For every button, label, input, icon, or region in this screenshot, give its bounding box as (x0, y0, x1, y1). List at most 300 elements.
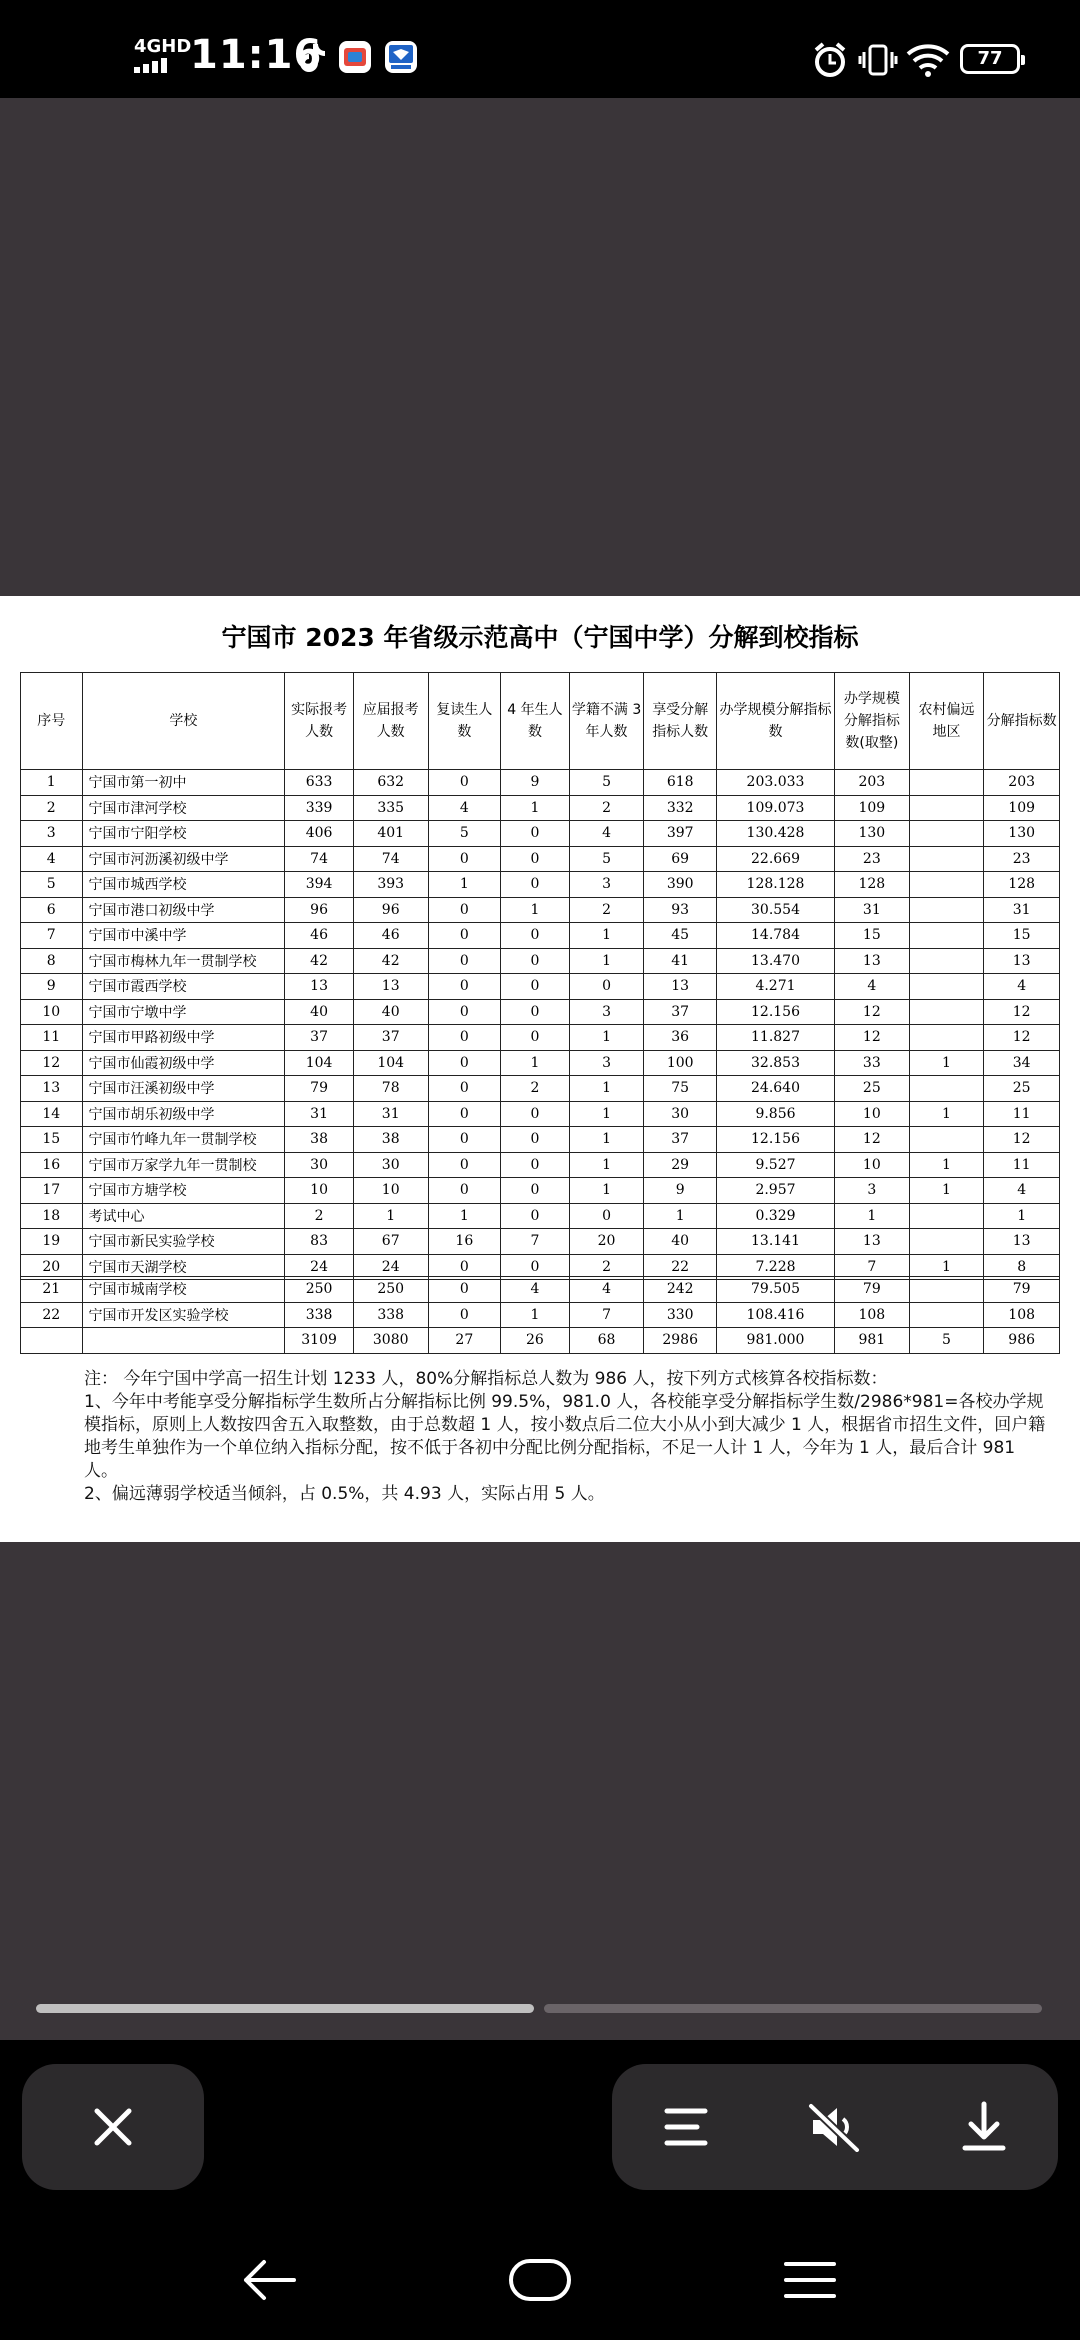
table-cell (909, 1229, 984, 1255)
table-cell: 1 (835, 1203, 910, 1229)
table-cell (909, 1127, 984, 1153)
table-cell: 338 (353, 1302, 428, 1328)
table-cell: 4 (569, 821, 644, 847)
table-cell: 2 (569, 795, 644, 821)
table-cell: 7 (501, 1229, 570, 1255)
table-cell: 0 (501, 999, 570, 1025)
table-cell: 130 (835, 821, 910, 847)
table-cell: 31 (835, 897, 910, 923)
back-button[interactable] (230, 2250, 310, 2310)
table-cell: 0 (428, 1076, 501, 1102)
table-cell: 104 (285, 1050, 354, 1076)
table-cell: 9.527 (717, 1152, 835, 1178)
table-cell: 宁国市宁阳学校 (82, 821, 285, 847)
table-cell: 36 (644, 1025, 717, 1051)
table-cell: 79 (285, 1076, 354, 1102)
table-cell: 19 (21, 1229, 83, 1255)
table-cell: 42 (353, 948, 428, 974)
table-cell: 0 (501, 1101, 570, 1127)
table-cell: 宁国市中溪中学 (82, 923, 285, 949)
table-cell: 7 (835, 1254, 910, 1280)
table-cell: 67 (353, 1229, 428, 1255)
table-header-row (21, 673, 1060, 770)
table-cell (909, 846, 984, 872)
table-cell: 4 (21, 846, 83, 872)
table-cell: 4 (501, 1277, 570, 1303)
action-group (612, 2064, 1058, 2190)
table-cell: 10 (21, 999, 83, 1025)
table-cell: 2.957 (717, 1178, 835, 1204)
table-cell: 17 (21, 1178, 83, 1204)
table-cell: 108 (835, 1302, 910, 1328)
note-1: 1、今年中考能享受分解指标学生数所占分解指标比例 99.5%，981.0 人，各校能享受分解指标学生数/2986*981=各校办学规模指标，原则上人数按四舍五入取整数，由于总数超 1 人，按小数点后二位大小从小到大减少 1 人，根据省市招生文件，回户籍地考生单独作为一个单位纳入指标分配，按不低于各初中分配比例分配指标，不足一人计 1 人，今年为 1 人，最后合计 981 人。 (84, 1392, 1046, 1481)
table-cell: 12 (984, 999, 1060, 1025)
table-cell: 1 (569, 1076, 644, 1102)
table-cell: 9 (501, 770, 570, 796)
table-cell: 69 (644, 846, 717, 872)
table-cell: 13 (285, 974, 354, 1000)
table-cell (909, 999, 984, 1025)
table-row (21, 1178, 1060, 1204)
column-header: 实际报考人数 (285, 673, 354, 770)
table-cell: 12 (835, 1025, 910, 1051)
table-cell: 0.329 (717, 1203, 835, 1229)
table-cell (909, 1203, 984, 1229)
table-cell: 96 (353, 897, 428, 923)
table-cell: 宁国市津河学校 (82, 795, 285, 821)
table-row (21, 1277, 1060, 1303)
table-cell: 203 (835, 770, 910, 796)
table-cell: 618 (644, 770, 717, 796)
table-cell: 0 (501, 923, 570, 949)
table-cell: 250 (353, 1277, 428, 1303)
table-cell: 31 (984, 897, 1060, 923)
table-cell: 15 (984, 923, 1060, 949)
table-cell: 23 (984, 846, 1060, 872)
table-cell: 37 (644, 1127, 717, 1153)
table-cell: 203.033 (717, 770, 835, 796)
table-cell: 3 (21, 821, 83, 847)
table-cell: 0 (501, 821, 570, 847)
table-cell: 3109 (285, 1328, 354, 1354)
network-type: 4GHD (134, 36, 192, 57)
table-cell: 981 (835, 1328, 910, 1354)
menu-icon (661, 2105, 711, 2149)
table-cell: 21 (21, 1277, 83, 1303)
table-cell: 11 (21, 1025, 83, 1051)
table-cell: 74 (353, 846, 428, 872)
table-cell: 1 (569, 1025, 644, 1051)
table-cell: 1 (909, 1050, 984, 1076)
table-cell: 9 (644, 1178, 717, 1204)
table-cell: 10 (835, 1101, 910, 1127)
table-cell (909, 770, 984, 796)
table-cell: 0 (501, 872, 570, 898)
table-cell: 130 (984, 821, 1060, 847)
table-cell: 37 (285, 1025, 354, 1051)
page-indicator-active (36, 2004, 534, 2013)
table-cell: 14.784 (717, 923, 835, 949)
recents-button[interactable] (770, 2250, 850, 2310)
column-header: 办学规模分解指标数(取整) (835, 673, 910, 770)
table-cell: 130.428 (717, 821, 835, 847)
table-cell: 宁国市开发区实验学校 (82, 1302, 285, 1328)
table-cell (82, 1328, 285, 1354)
speaker-muted-icon (807, 2102, 863, 2152)
table-cell: 393 (353, 872, 428, 898)
table-cell (909, 948, 984, 974)
quota-table (20, 672, 1060, 1280)
table-cell: 12 (984, 1025, 1060, 1051)
table-cell: 0 (428, 770, 501, 796)
table-cell: 108 (984, 1302, 1060, 1328)
table-cell: 1 (569, 1127, 644, 1153)
table-row (21, 897, 1060, 923)
table-cell: 0 (428, 1101, 501, 1127)
table-cell: 3 (835, 1178, 910, 1204)
table-cell: 9.856 (717, 1101, 835, 1127)
table-row (21, 821, 1060, 847)
table-cell: 0 (501, 1127, 570, 1153)
table-cell: 75 (644, 1076, 717, 1102)
table-cell: 0 (501, 974, 570, 1000)
table-cell: 10 (353, 1178, 428, 1204)
table-cell: 24 (285, 1254, 354, 1280)
table-cell: 12.156 (717, 1127, 835, 1153)
table-cell: 13 (644, 974, 717, 1000)
table-cell: 25 (984, 1076, 1060, 1102)
table-cell: 宁国市甲路初级中学 (82, 1025, 285, 1051)
table-cell: 1 (21, 770, 83, 796)
table-cell: 0 (428, 897, 501, 923)
note-intro: 注： 今年宁国中学高一招生计划 1233 人，80%分解指标总人数为 986 人，按下列方式核算各校指标数： (84, 1369, 888, 1389)
app-icon-2 (384, 40, 418, 74)
page-indicator-inactive (544, 2004, 1042, 2013)
table-cell: 18 (21, 1203, 83, 1229)
table-cell: 13 (353, 974, 428, 1000)
table-cell: 13 (835, 948, 910, 974)
table-cell: 0 (501, 1152, 570, 1178)
table-cell (909, 872, 984, 898)
table-cell: 0 (428, 974, 501, 1000)
table-cell: 宁国市霞西学校 (82, 974, 285, 1000)
table-cell: 13.470 (717, 948, 835, 974)
table-cell (909, 923, 984, 949)
table-cell: 406 (285, 821, 354, 847)
table-row (21, 999, 1060, 1025)
table-cell: 4.271 (717, 974, 835, 1000)
download-button[interactable] (934, 2077, 1034, 2177)
app-icon-1 (338, 40, 372, 74)
table-cell: 4 (428, 795, 501, 821)
vibrate-icon (858, 40, 898, 80)
table-row (21, 1050, 1060, 1076)
table-cell (909, 821, 984, 847)
table-cell: 30 (644, 1101, 717, 1127)
table-row (21, 948, 1060, 974)
table-cell: 宁国市胡乐初级中学 (82, 1101, 285, 1127)
table-cell: 1 (644, 1203, 717, 1229)
column-header: 分解指标数 (984, 673, 1060, 770)
table-row (21, 974, 1060, 1000)
table-cell: 46 (353, 923, 428, 949)
table-cell: 633 (285, 770, 354, 796)
table-cell: 31 (353, 1101, 428, 1127)
table-cell: 1 (569, 1152, 644, 1178)
table-cell: 15 (21, 1127, 83, 1153)
table-cell: 12 (835, 999, 910, 1025)
table-cell: 128 (984, 872, 1060, 898)
table-cell: 25 (835, 1076, 910, 1102)
column-header: 享受分解指标人数 (644, 673, 717, 770)
table-cell: 13 (984, 948, 1060, 974)
table-cell: 79 (984, 1277, 1060, 1303)
quota-table-continued (20, 1276, 1060, 1354)
table-cell: 128.128 (717, 872, 835, 898)
table-cell: 34 (984, 1050, 1060, 1076)
table-cell: 8 (21, 948, 83, 974)
notes (84, 1368, 1054, 1506)
table-cell: 0 (501, 846, 570, 872)
column-header: 复读生人数 (428, 673, 501, 770)
table-cell: 93 (644, 897, 717, 923)
table-row (21, 1328, 1060, 1354)
table-cell: 242 (644, 1277, 717, 1303)
table-cell: 0 (428, 1277, 501, 1303)
back-arrow-icon (242, 2258, 298, 2302)
table-cell: 46 (285, 923, 354, 949)
table-row (21, 1229, 1060, 1255)
table-cell: 1 (569, 923, 644, 949)
table-row (21, 1302, 1060, 1328)
table-cell: 40 (644, 1229, 717, 1255)
column-header: 序号 (21, 673, 83, 770)
table-cell: 0 (501, 1025, 570, 1051)
table-cell: 1 (501, 795, 570, 821)
table-cell (909, 1302, 984, 1328)
table-cell: 13 (21, 1076, 83, 1102)
table-cell: 0 (569, 1203, 644, 1229)
table-cell: 3 (569, 999, 644, 1025)
table-cell: 5 (909, 1328, 984, 1354)
table-cell: 26 (501, 1328, 570, 1354)
table-cell: 4 (569, 1277, 644, 1303)
table-cell: 5 (428, 821, 501, 847)
table-cell: 1 (569, 1101, 644, 1127)
table-cell: 1 (909, 1101, 984, 1127)
table-cell: 宁国市河沥溪初级中学 (82, 846, 285, 872)
table-cell: 96 (285, 897, 354, 923)
table-cell: 2 (569, 897, 644, 923)
recents-menu-icon (782, 2258, 838, 2302)
table-cell: 13 (984, 1229, 1060, 1255)
table-cell (21, 1328, 83, 1354)
home-icon (508, 2258, 572, 2302)
table-cell: 4 (835, 974, 910, 1000)
table-cell: 宁国市梅林九年一贯制学校 (82, 948, 285, 974)
table-cell: 12 (21, 1050, 83, 1076)
table-row (21, 846, 1060, 872)
table-cell: 3080 (353, 1328, 428, 1354)
table-cell: 30 (353, 1152, 428, 1178)
table-cell: 0 (428, 1127, 501, 1153)
table-cell: 22 (644, 1254, 717, 1280)
table-cell: 31 (285, 1101, 354, 1127)
table-cell: 16 (428, 1229, 501, 1255)
document-title: 宁国市 2023 年省级示范高中（宁国中学）分解到校指标 (221, 623, 859, 652)
table-cell: 1 (569, 1178, 644, 1204)
table-cell: 0 (428, 1050, 501, 1076)
column-header: 应届报考人数 (353, 673, 428, 770)
table-cell: 394 (285, 872, 354, 898)
table-cell: 14 (21, 1101, 83, 1127)
close-icon (89, 2103, 137, 2151)
table-cell (909, 897, 984, 923)
close-button[interactable] (22, 2064, 204, 2190)
table-cell: 20 (21, 1254, 83, 1280)
wifi-icon (906, 40, 950, 80)
table-cell: 68 (569, 1328, 644, 1354)
table-cell: 5 (569, 770, 644, 796)
table-cell: 宁国市方塘学校 (82, 1178, 285, 1204)
table-cell: 74 (285, 846, 354, 872)
table-cell: 10 (835, 1152, 910, 1178)
table-cell: 1 (909, 1152, 984, 1178)
table-cell: 12.156 (717, 999, 835, 1025)
tiktok-icon (294, 40, 328, 74)
table-cell: 宁国市竹峰九年一贯制学校 (82, 1127, 285, 1153)
table-cell: 2 (501, 1076, 570, 1102)
table-cell: 0 (569, 974, 644, 1000)
table-cell: 7 (21, 923, 83, 949)
table-cell (909, 974, 984, 1000)
table-cell (909, 1025, 984, 1051)
table-cell: 30.554 (717, 897, 835, 923)
document-image[interactable] (0, 596, 1080, 1542)
table-row (21, 1127, 1060, 1153)
table-cell: 335 (353, 795, 428, 821)
table-cell: 10 (285, 1178, 354, 1204)
download-icon (959, 2100, 1009, 2154)
table-cell: 5 (569, 846, 644, 872)
table-row (21, 872, 1060, 898)
table-cell: 338 (285, 1302, 354, 1328)
table-cell: 1 (428, 1203, 501, 1229)
table-cell: 0 (501, 1254, 570, 1280)
table-cell: 24.640 (717, 1076, 835, 1102)
table-cell: 33 (835, 1050, 910, 1076)
table-cell: 104 (353, 1050, 428, 1076)
table-cell: 1 (353, 1203, 428, 1229)
table-cell: 宁国市城西学校 (82, 872, 285, 898)
table-cell: 30 (285, 1152, 354, 1178)
table-row (21, 1076, 1060, 1102)
table-cell: 37 (644, 999, 717, 1025)
table-cell: 0 (501, 1178, 570, 1204)
table-cell: 40 (285, 999, 354, 1025)
table-cell: 0 (428, 1178, 501, 1204)
table-cell: 83 (285, 1229, 354, 1255)
table-cell: 16 (21, 1152, 83, 1178)
table-cell: 1 (501, 1050, 570, 1076)
table-cell: 4 (984, 1178, 1060, 1204)
navigation-bar (0, 2220, 1080, 2340)
table-cell: 0 (501, 1203, 570, 1229)
table-cell: 128 (835, 872, 910, 898)
table-cell: 考试中心 (82, 1203, 285, 1229)
battery-icon: 77 (960, 44, 1020, 74)
table-cell: 1 (428, 872, 501, 898)
table-cell: 981.000 (717, 1328, 835, 1354)
table-cell: 13.141 (717, 1229, 835, 1255)
table-cell: 339 (285, 795, 354, 821)
table-cell: 23 (835, 846, 910, 872)
table-cell: 0 (501, 948, 570, 974)
table-cell: 27 (428, 1328, 501, 1354)
table-cell: 宁国市宁墩中学 (82, 999, 285, 1025)
table-cell: 8 (984, 1254, 1060, 1280)
table-cell: 0 (428, 948, 501, 974)
table-cell: 宁国市港口初级中学 (82, 897, 285, 923)
table-cell: 3 (569, 872, 644, 898)
table-row (21, 1152, 1060, 1178)
column-header: 农村偏远地区 (909, 673, 984, 770)
column-header: 4 年生人数 (501, 673, 570, 770)
table-cell: 100 (644, 1050, 717, 1076)
column-header: 学校 (82, 673, 285, 770)
clock: 11:16 (190, 32, 323, 78)
table-cell: 12 (835, 1127, 910, 1153)
table-cell: 42 (285, 948, 354, 974)
table-cell: 2986 (644, 1328, 717, 1354)
mute-button[interactable] (785, 2077, 885, 2177)
table-cell: 203 (984, 770, 1060, 796)
table-row (21, 1025, 1060, 1051)
table-cell: 332 (644, 795, 717, 821)
table-cell: 1 (909, 1254, 984, 1280)
table-cell: 1 (501, 1302, 570, 1328)
table-cell: 390 (644, 872, 717, 898)
table-cell: 38 (285, 1127, 354, 1153)
table-cell: 15 (835, 923, 910, 949)
table-cell: 1 (569, 948, 644, 974)
table-cell: 宁国市天湖学校 (82, 1254, 285, 1280)
table-cell: 40 (353, 999, 428, 1025)
table-cell: 108.416 (717, 1302, 835, 1328)
menu-button[interactable] (636, 2077, 736, 2177)
table-cell: 22 (21, 1302, 83, 1328)
table-cell: 12 (984, 1127, 1060, 1153)
bottom-toolbar (0, 2040, 1080, 2220)
table-row (21, 1101, 1060, 1127)
table-cell: 11 (984, 1152, 1060, 1178)
home-button[interactable] (500, 2250, 580, 2310)
column-header: 学籍不满 3 年人数 (569, 673, 644, 770)
table-cell: 45 (644, 923, 717, 949)
note-2: 2、偏远薄弱学校适当倾斜，占 0.5%，共 4.93 人，实际占用 5 人。 (84, 1484, 605, 1504)
table-cell: 20 (569, 1229, 644, 1255)
table-cell: 0 (428, 1152, 501, 1178)
table-cell: 0 (428, 923, 501, 949)
table-cell: 宁国市新民实验学校 (82, 1229, 285, 1255)
table-cell: 79 (835, 1277, 910, 1303)
table-cell: 330 (644, 1302, 717, 1328)
table-cell: 1 (909, 1178, 984, 1204)
table-cell (909, 1076, 984, 1102)
table-cell: 78 (353, 1076, 428, 1102)
table-cell: 0 (428, 1254, 501, 1280)
table-cell: 宁国市城南学校 (82, 1277, 285, 1303)
